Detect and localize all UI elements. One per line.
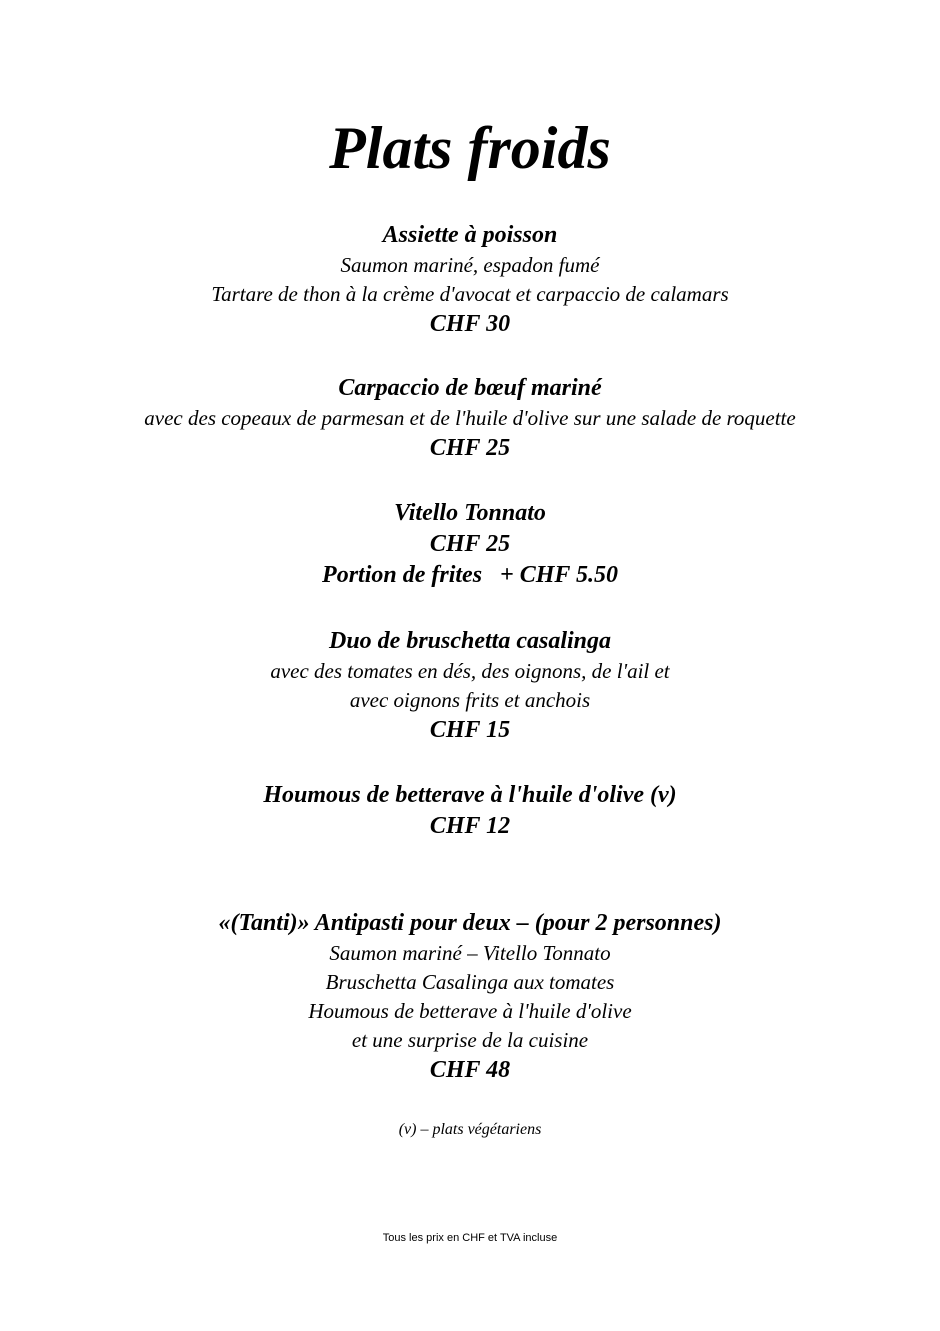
item-description: avec des tomates en dés, des oignons, de l'ail et <box>270 659 670 683</box>
item-name: Duo de bruschetta casalinga <box>328 628 612 654</box>
item-description: et une surprise de la cuisine <box>351 1028 589 1052</box>
item-extra-option: Portion de frites + CHF 5.50 <box>322 562 618 588</box>
item-price: CHF 15 <box>429 717 511 743</box>
item-description: avec oignons frits et anchois <box>349 688 591 712</box>
item-price: CHF 30 <box>429 311 511 337</box>
item-name: «(Tanti)» Antipasti pour deux – (pour 2 personnes) <box>218 910 722 936</box>
item-description: avec des copeaux de parmesan et de l'huile d'olive sur une salade de roquette <box>144 406 796 430</box>
price-footer-note: Tous les prix en CHF et TVA incluse <box>382 1232 558 1244</box>
menu-item-vitello-tonnato <box>0 498 940 591</box>
menu-item-houmous <box>0 780 940 842</box>
menu-item-carpaccio-boeuf <box>0 373 940 464</box>
vegetarian-footnote: (v) – plats végétariens <box>398 1121 542 1138</box>
item-name: Houmous de betterave à l'huile d'olive (v) <box>263 782 677 808</box>
item-name: Carpaccio de bœuf mariné <box>338 375 602 401</box>
item-name: Vitello Tonnato <box>394 500 546 526</box>
menu-item-antipasti <box>0 908 940 1086</box>
item-name: Assiette à poisson <box>382 222 558 248</box>
menu-item-assiette-poisson <box>0 220 940 340</box>
item-description: Saumon mariné, espadon fumé <box>340 253 600 277</box>
item-price: CHF 48 <box>429 1057 511 1083</box>
item-price: CHF 25 <box>429 435 511 461</box>
item-description: Houmous de betterave à l'huile d'olive <box>308 999 632 1023</box>
item-description: Tartare de thon à la crème d'avocat et carpaccio de calamars <box>211 282 729 306</box>
menu-item-bruschetta <box>0 626 940 746</box>
item-price: CHF 12 <box>429 813 511 839</box>
item-description: Saumon mariné – Vitello Tonnato <box>329 941 611 965</box>
item-description: Bruschetta Casalinga aux tomates <box>325 970 615 994</box>
page-title: Plats froids <box>329 115 611 181</box>
item-price: CHF 25 <box>429 531 511 557</box>
